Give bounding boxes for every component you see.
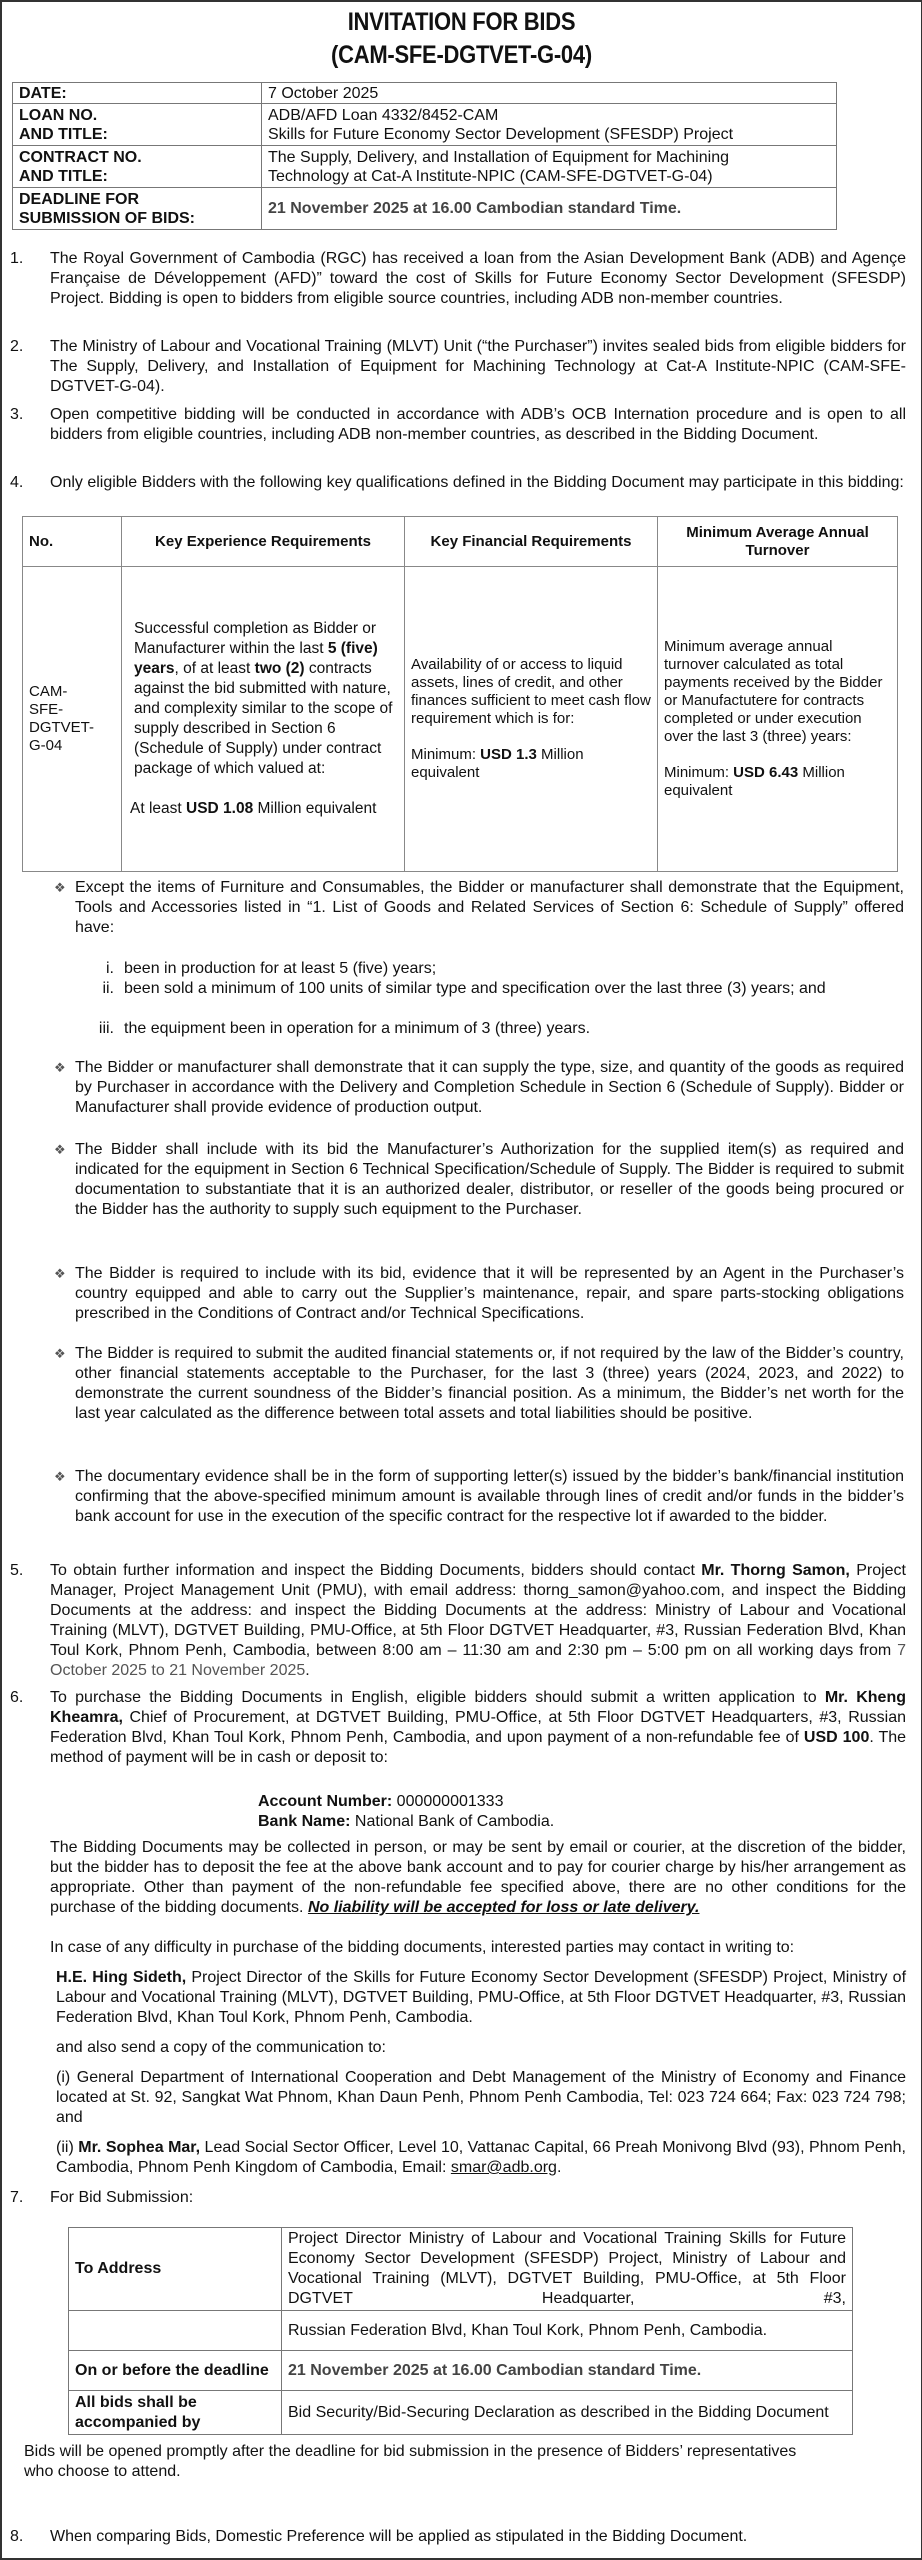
diamond-bullet-icon: ❖ (54, 1346, 66, 1361)
paragraph-1 (10, 249, 906, 309)
bullet-text: The Bidder shall include with its bid the Manufacturer’s Authorization for the supplied item(s) as required and indicated for the equipment in Section 6 Technical Specification/Schedule of Supply. The Bidder is required to submit documentation to substantiate that it is an authorized dealer, distributor, or reseller of the goods being procured or the Bidder has the authority to supply such equipment to the Purchaser. (75, 1141, 904, 1218)
roman-numeral: i. (106, 960, 114, 977)
contract-line: Technology at Cat-A Institute-NPIC (CAM-SFE-DGTVET-G-04) (268, 167, 713, 185)
paragraph-3 (10, 405, 906, 445)
paragraph-text: For Bid Submission: (50, 2189, 194, 2206)
roman-numeral: iii. (98, 1020, 114, 1037)
bid-submission-table (68, 2227, 853, 2435)
table-row (69, 2351, 853, 2391)
label-line: AND TITLE: (19, 167, 108, 185)
liability-disclaimer: No liability will be accepted for loss or late delivery. (307, 1899, 700, 1916)
text-run: Lead Social Sector Officer, Level 10, Vattanac Capital, 66 Preah Monivong Blvd (93), Phnom Penh, Cambodia, Phnom Penh Kingdom of Cambodia, Email: (56, 2139, 906, 2176)
director-name: H.E. Hing Sideth, (56, 1969, 187, 1986)
cell-experience (122, 567, 405, 872)
paragraph-2 (10, 337, 906, 397)
text-run: Minimum: (411, 746, 481, 763)
address-label: To Address (69, 2228, 282, 2311)
loan-title: Skills for Future Economy Sector Development (SFESDP) Project (268, 125, 734, 143)
bullet-text: The Bidder is required to include with its bid, evidence that it will be represented by an Agent in the Purchaser’s country equipped and able to carry out the Supplier’s maintenance, repair, and spare parts-stocking obligations prescribed in the Conditions of Contract and/or Technical Specifications. (75, 1265, 904, 1322)
sub-list-item (92, 979, 902, 999)
paragraph-text: Open competitive bidding will be conducted in accordance with ADB’s OCB Internation procedure and is open to all bidders from eligible countries, including ADB non-member countries, as described in the Bidding Document. (50, 406, 906, 443)
info-label (13, 188, 262, 230)
table-header-row (23, 517, 898, 567)
diamond-bullet-icon: ❖ (54, 1060, 66, 1075)
amount-emphasis: USD 6.43 (733, 764, 799, 781)
difficulty-paragraph: In case of any difficulty in purchase of the bidding documents, interested parties may contact in writing to: (50, 1939, 795, 1956)
experience-text (130, 619, 396, 779)
item-number: 4. (10, 474, 24, 491)
document-title (57, 2, 866, 72)
item-number: 6. (10, 1689, 24, 1706)
text-run: Minimum: (664, 764, 734, 781)
item-number: 2. (10, 338, 24, 355)
document-fee: USD 100 (803, 1729, 870, 1746)
paragraph-text (50, 1561, 906, 1681)
table-row (23, 567, 898, 872)
info-row-deadline (13, 188, 837, 230)
column-header-turnover: Minimum Average Annual Turnover (658, 517, 898, 567)
table-row (69, 2391, 853, 2435)
deadline-value: 21 November 2025 at 16.00 Cambodian standard Time. (282, 2351, 853, 2391)
bullet-item (54, 1467, 904, 1527)
contract-number-line: SFE- (29, 701, 64, 718)
bullet-text: The documentary evidence shall be in the form of supporting letter(s) issued by the bidder’s bank/financial institution confirming that the above-specified minimum amount is available through lines of credit and/or funds in the bidder’s bank account for use in the execution of the specific contract for the respective lot if awarded to the bidder. (75, 1468, 904, 1525)
cell-financial (405, 567, 658, 872)
info-table (12, 82, 837, 230)
address-value-part1: Project Director Ministry of Labour and Vocational Training Skills for Future Economy Sector Development (SFESDP) Project, Ministry of Labour and Vocational Training (MLVT), DGTVET Building, PMU-Office, at 5th Floor DGTVET Headquarter, #3, (282, 2228, 853, 2311)
contract-number-line: CAM- (29, 683, 68, 700)
column-header-financial: Key Financial Requirements (405, 517, 658, 567)
diamond-bullet-icon: ❖ (54, 1142, 66, 1157)
copy-intro: and also send a copy of the communication to: (56, 2039, 386, 2056)
item-number: 5. (10, 1562, 24, 1579)
email-link[interactable]: smar@adb.org (450, 2159, 557, 2176)
info-deadline-value: 21 November 2025 at 16.00 Cambodian standard Time. (262, 188, 837, 230)
diamond-bullet-icon: ❖ (54, 1469, 66, 1484)
contract-number-line: G-04 (29, 737, 63, 754)
item-number: 3. (10, 406, 24, 423)
title-line-1: INVITATION FOR BIDS (347, 8, 576, 36)
paragraph-8 (10, 2527, 906, 2547)
paragraph-text: The Ministry of Labour and Vocational Training (MLVT) Unit (“the Purchaser”) invites sealed bids from eligible bidders for The Supply, Delivery, and Installation of Equipment for Machining Technology at Cat-A Institute-NPIC (CAM-SFE-DGTVET-G-04). (50, 338, 906, 395)
info-row-date (13, 83, 837, 104)
paragraph-6 (10, 1688, 906, 1768)
procurement-contact-name: Mr. Kheng Kheamra, (50, 1689, 906, 1726)
copy-recipient-ii (56, 2138, 906, 2178)
paragraph-text: The Royal Government of Cambodia (RGC) has received a loan from the Asian Development Bank (ADB) and Agençe Française de Développement (AFD)” toward the cost of Skills for Future Economy Sector Development (SFESDP) Project. Bidding is open to bidders from eligible source countries, including ADB non-member countries. (50, 250, 906, 307)
account-number-line (258, 1792, 554, 1812)
contracts-emphasis: two (2) (254, 660, 305, 677)
column-header-experience: Key Experience Requirements (122, 517, 405, 567)
contact-name: Mr. Thorng Samon, (701, 1562, 850, 1579)
text-run: Project Director of the Skills for Future Economy Sector Development (SFESDP) Project, Ministry of Labour and Vocational Training (MLVT), DGTVET Building, PMU-Office, at 5th Floor DGTVET Headquarter, #3, Russian Federation Blvd, Khan Toul Kork, Phnom Penh, Cambodia. (56, 1969, 907, 2026)
info-label (13, 104, 262, 146)
accompany-value: Bid Security/Bid-Securing Declaration as described in the Bidding Document (282, 2391, 853, 2435)
contract-number-line: DGTVET- (29, 719, 95, 736)
info-label (13, 146, 262, 188)
sub-list-text: the equipment been in operation for a minimum of 3 (three) years. (124, 1020, 591, 1037)
bullet-text: The Bidder or manufacturer shall demonstrate that it can supply the type, size, and quantity of the goods as required by Purchaser in accordance with the Delivery and Completion Schedule in Section 6 (Schedule of Supply). Bidder or Manufacturer shall provide evidence of production output. (75, 1059, 904, 1116)
bank-name-line (258, 1812, 554, 1832)
info-row-contract (13, 146, 837, 188)
cell-contract-number (23, 567, 122, 872)
bullet-text: Except the items of Furniture and Consumables, the Bidder or manufacturer shall demonstrate that the Equipment, Tools and Accessories listed in “1. List of Goods and Related Services of Section 6: Schedule of Supply” offered have: (75, 879, 904, 936)
turnover-text: Minimum average annual turnover calculated as total payments received by the Bidder or Manufactutere for contracts completed or under execution over the last 3 (three) years: (664, 638, 883, 745)
item-number: 7. (10, 2189, 24, 2206)
deadline-label: On or before the deadline (69, 2351, 282, 2391)
loan-number: ADB/AFD Loan 4332/8452-CAM (268, 106, 499, 124)
qualification-requirements-table (22, 516, 898, 872)
sub-list-text: been sold a minimum of 100 units of similar type and specification over the last three (3) years; and (124, 980, 826, 997)
account-number-value: 000000001333 (392, 1793, 504, 1810)
bid-opening-paragraph: Bids will be opened promptly after the deadline for bid submission in the presence of Bidders’ representatives who choose to attend. (24, 2443, 797, 2480)
contract-line: The Supply, Delivery, and Installation of Equipment for Machining (268, 148, 729, 166)
text-run: Successful completion as Bidder or Manufacturer within the last (134, 620, 377, 657)
label-line: SUBMISSION OF BIDS: (19, 209, 196, 227)
director-contact (56, 1968, 906, 2028)
accompany-label: All bids shall be accompanied by (69, 2391, 282, 2435)
label-line: CONTRACT NO. (19, 148, 142, 166)
text-run: At least (130, 800, 186, 817)
amount-emphasis: USD 1.08 (186, 800, 254, 817)
info-label: DATE: (13, 83, 262, 104)
info-date-value: 7 October 2025 (262, 83, 837, 104)
paragraph-4 (10, 473, 906, 493)
text-run: Project Manager, Project Management Unit (PMU), with email address: thorng_samon@yahoo.com, and inspect the Bidding Documents at the address: and inspect the Bidding Documents at the address: Ministry of Labour and Vocational Training (MLVT), DGTVET Building, PMU-Office, at 5th Floor DGTVET Headquarter, #3, Russian Federation Blvd, Khan Toul Kork, Phnom Penh, Cambodia, between 8:00 am – 11:30 am and 2:30 pm – 5:00 pm on all working days from (50, 1562, 907, 1659)
copy-recipient-i: (i) General Department of International Cooperation and Debt Management of the Ministry of Economy and Finance located at St. 92, Sangkat Wat Phnom, Khan Daun Penh, Phnom Penh Cambodia, Tel: 023 724 664; Fax: 023 724 798; and (56, 2069, 906, 2126)
text-run: Million equivalent (411, 746, 584, 781)
experience-value (130, 799, 396, 819)
bullet-item (54, 1264, 904, 1324)
text-run: Chief of Procurement, at DGTVET Building, PMU-Office, at 5th Floor DGTVET Headquarters, #3, Russian Federation Blvd, Khan Toul Kork, Phnom Penh, Cambodia, and upon payment of a non-refundable fee of (50, 1709, 906, 1746)
info-contract-value (262, 146, 837, 188)
text-run: (ii) (56, 2139, 79, 2156)
turnover-value (664, 764, 891, 800)
text-run: The Bidding Documents may be collected in person, or may be sent by email or courier, at the discretion of the bidder, but the bidder has to deposit the fee at the above bank account and to pay for courier charge by his/her arrangement as appropriate. Other than payment of the non-refundable fee specified above, there are no other conditions for the purchase of the bidding documents. (50, 1839, 906, 1916)
bullet-item (54, 1344, 904, 1424)
collection-paragraph (50, 1838, 906, 1918)
text-run: Million equivalent (664, 764, 845, 799)
bank-details (258, 1792, 554, 1832)
item-number: 1. (10, 250, 24, 267)
diamond-bullet-icon: ❖ (54, 880, 66, 895)
paragraph-text (50, 1688, 906, 1768)
text-run: . (556, 2159, 562, 2176)
address-value-part2: Russian Federation Blvd, Khan Toul Kork, Phnom Penh, Cambodia. (282, 2311, 853, 2351)
text-run: , of at least (174, 660, 255, 677)
sub-list-text: been in production for at least 5 (five) years; (124, 960, 437, 977)
account-number-label: Account Number: (258, 1793, 393, 1810)
bank-name-label: Bank Name: (258, 1813, 351, 1830)
financial-text: Availability of or access to liquid assets, lines of credit, and other finances sufficient to meet cash flow requirement which is for: (411, 656, 651, 727)
item-number: 8. (10, 2528, 24, 2545)
sub-list-item (92, 959, 902, 979)
years-emphasis: 5 (five) years (134, 640, 378, 677)
text-run: Million equivalent (253, 800, 377, 817)
table-row (69, 2228, 853, 2311)
title-reference: (CAM-SFE-DGTVET-G-04) (331, 41, 592, 69)
text-run: . The method of payment will be in cash or deposit to: (50, 1729, 907, 1766)
column-header-no: No. (23, 517, 122, 567)
roman-numeral: ii. (102, 980, 114, 997)
info-loan-value (262, 104, 837, 146)
bullet-item (54, 1058, 904, 1118)
sub-list-item (92, 1019, 902, 1039)
officer-name: Mr. Sophea Mar, (78, 2139, 201, 2156)
paragraph-7 (10, 2188, 906, 2208)
cell-turnover (658, 567, 898, 872)
amount-emphasis: USD 1.3 (480, 746, 537, 763)
text-run: . (305, 1662, 310, 1679)
bullet-text: The Bidder is required to submit the audited financial statements or, if not required by the law of the Bidder’s country, other financial statements acceptable to the Purchaser, for the last 3 (three) years (2024, 2023, and 2022) to demonstrate the current soundness of the Bidder’s financial position. As a minimum, the Bidder’s net worth for the last year calculated as the difference between total assets and total liabilities should be positive. (75, 1345, 904, 1422)
inspection-dates: 7 October 2025 to 21 November 2025 (50, 1642, 906, 1679)
info-row-loan (13, 104, 837, 146)
table-row (69, 2311, 853, 2351)
paragraph-5 (10, 1561, 906, 1681)
bullet-item (54, 1140, 904, 1220)
financial-value (411, 746, 651, 782)
paragraph-text: When comparing Bids, Domestic Preference will be applied as stipulated in the Bidding Document. (50, 2528, 748, 2545)
paragraph-text: Only eligible Bidders with the following key qualifications defined in the Bidding Document may participate in this bidding: (50, 474, 904, 491)
text-run: To purchase the Bidding Documents in English, eligible bidders should submit a written application to (50, 1689, 825, 1706)
text-run: To obtain further information and inspect the Bidding Documents, bidders should contact (50, 1562, 702, 1579)
text-run: contracts against the bid submitted with nature, and complexity similar to the scope of supply described in Section 6 (Schedule of Supply) under contract package of which valued at: (134, 660, 393, 777)
bank-name-value: National Bank of Cambodia. (350, 1813, 555, 1830)
empty-label-cell (69, 2311, 282, 2351)
label-line: DEADLINE FOR (19, 190, 139, 208)
diamond-bullet-icon: ❖ (54, 1266, 66, 1281)
label-line: AND TITLE: (19, 125, 108, 143)
bullet-item (54, 878, 904, 938)
label-line: LOAN NO. (19, 106, 98, 124)
